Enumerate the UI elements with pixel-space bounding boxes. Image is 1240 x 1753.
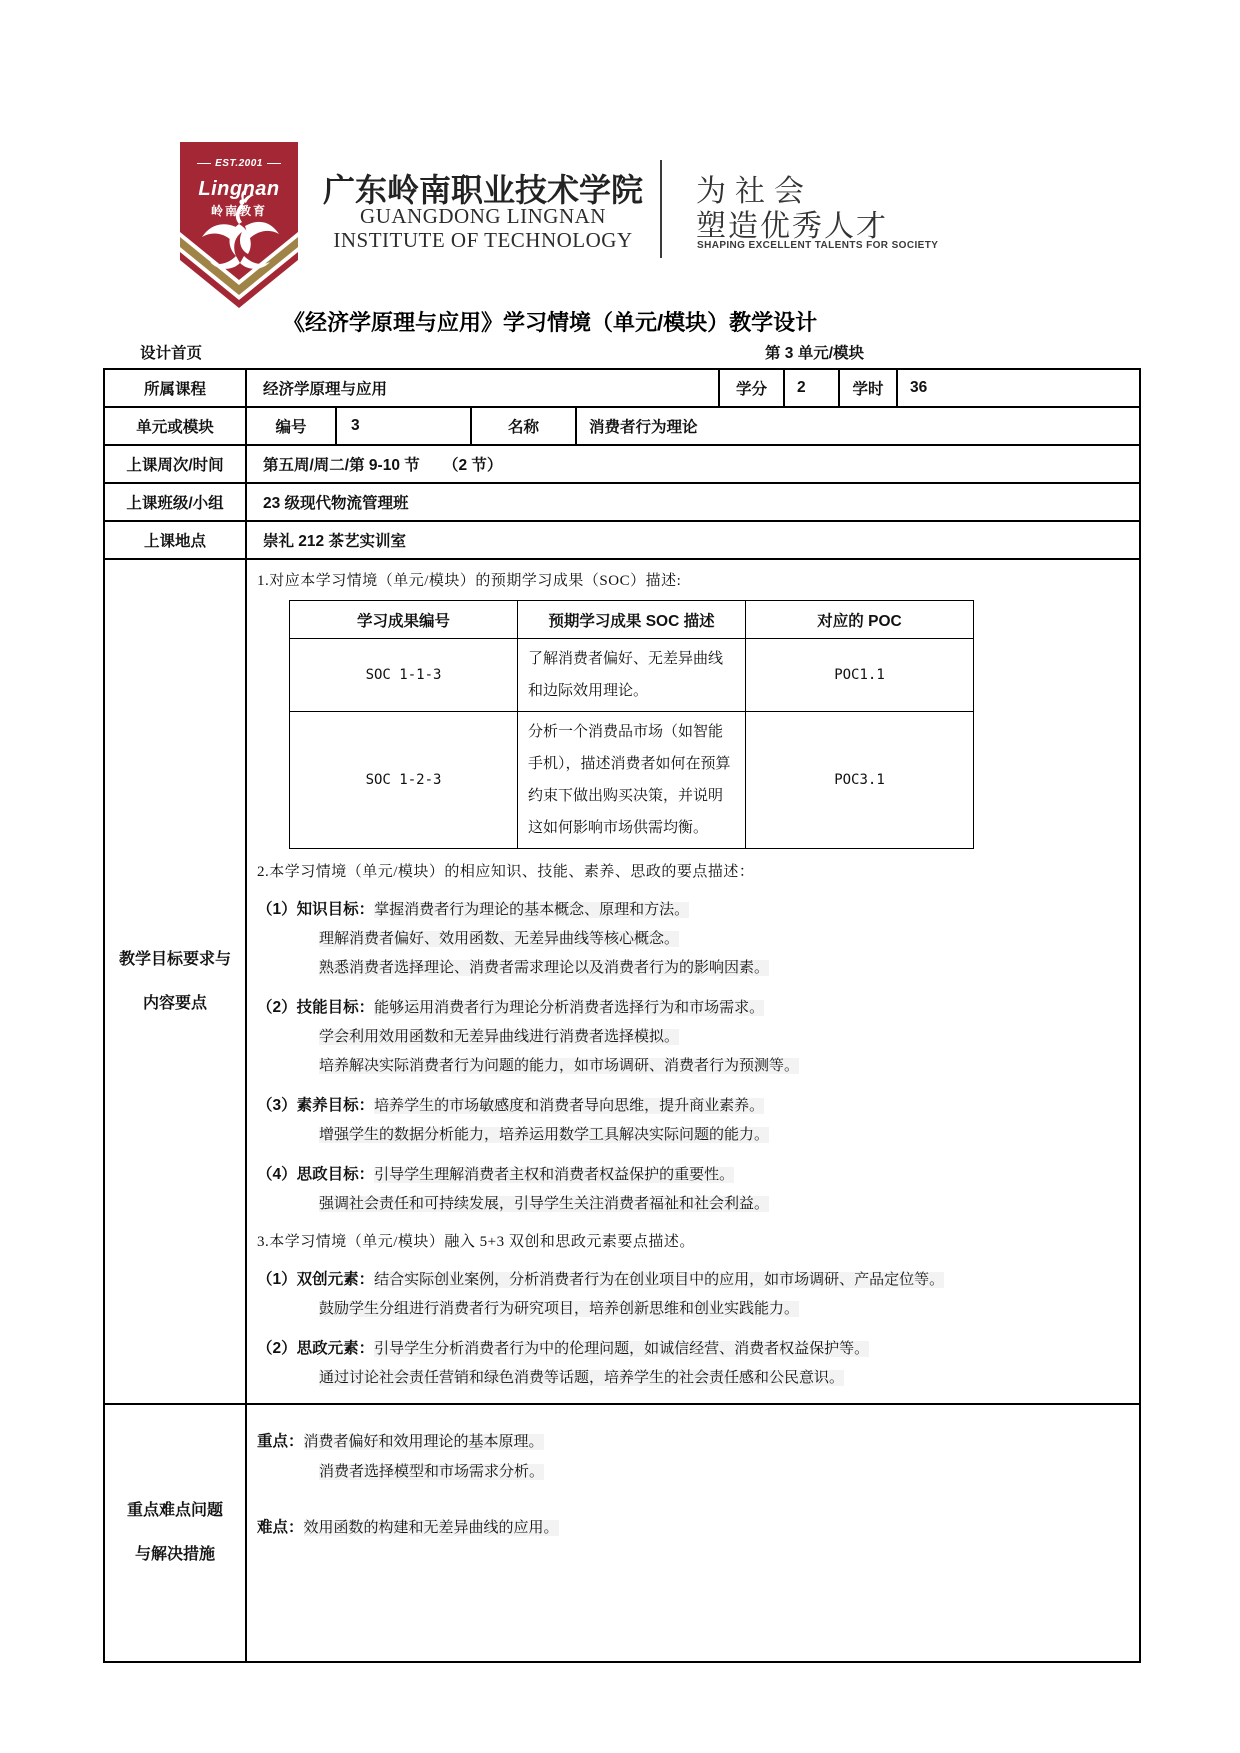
goal-text: 培养学生的市场敏感度和消费者导向思维，提升商业素养。 [374,1098,765,1114]
soc-header-poc: 对应的 POC [746,601,974,639]
goal-skill [257,993,1127,1081]
element-label: （2）思政元素： [257,1340,375,1357]
soc-code: SOC 1-2-3 [290,712,518,849]
element-ideology [257,1334,1127,1393]
week-label: 上课周次/时间 [105,446,247,484]
keypoints-row-label-line1: 重点难点问题 [126,1502,223,1519]
school-name-en-line1: GUANGDONG LINGNAN [360,204,606,228]
soc-table [289,600,974,849]
difficulty-label: 难点： [257,1519,304,1536]
row-unit [105,408,1141,446]
class-value: 23 级现代物流管理班 [247,484,1141,522]
goal-text: 培养解决实际消费者行为问题的能力，如市场调研、消费者行为预测等。 [319,1058,800,1074]
goal-text: 理解消费者偏好、效用函数、无差异曲线等核心概念。 [319,931,680,947]
goal-knowledge [257,895,1127,983]
goal-text: 熟悉消费者选择理论、消费者需求理论以及消费者行为的影响因素。 [319,960,770,976]
row-place [105,522,1141,560]
goal-label: （4）思政目标： [257,1166,375,1183]
soc-poc: POC3.1 [746,712,974,849]
credit-label: 学分 [720,370,785,408]
element-text: 通过讨论社会责任营销和绿色消费等话题，培养学生的社会责任感和公民意识。 [319,1370,845,1386]
course-label: 所属课程 [105,370,247,408]
week-value: 第五周/周二/第 9-10 节 （2 节） [247,446,1141,484]
keypoints-content [247,1405,1141,1663]
row-objectives [105,560,1141,1405]
unit-no-label: 编号 [247,408,337,446]
soc-header-row [290,601,974,639]
soc-row [290,639,974,712]
element-innovation [257,1265,1127,1324]
soc-desc: 分析一个消费品市场（如智能手机），描述消费者如何在预算约束下做出购买决策，并说明这如何影响市场供需均衡。 [518,712,746,849]
keypoint-text: 消费者偏好和效用理论的基本原理。 [303,1434,544,1450]
difficulty-text: 效用函数的构建和无差异曲线的应用。 [303,1520,559,1536]
logo-est-text: EST.2001 [178,158,300,169]
goal-text: 增强学生的数据分析能力，培养运用数学工具解决实际问题的能力。 [319,1127,770,1143]
school-name-cn: 广东岭南职业技术学院 [323,172,644,208]
goal-label: （1）知识目标： [257,901,375,918]
element-text: 结合实际创业案例，分析消费者行为在创业项目中的应用，如市场调研、产品定位等。 [374,1272,945,1288]
goal-text: 能够运用消费者行为理论分析消费者选择行为和市场需求。 [374,1000,765,1016]
logo-brand-text: Lingnan [198,178,280,200]
row-keypoints [105,1405,1141,1663]
element-text: 引导学生分析消费者行为中的伦理问题，如诚信经营、消费者权益保护等。 [374,1341,870,1357]
goals-section-title: 2.本学习情境（单元/模块）的相应知识、技能、素养、思政的要点描述： [257,864,755,880]
goal-text: 强调社会责任和可持续发展，引导学生关注消费者福祉和社会利益。 [319,1196,770,1212]
soc-section-title: 1.对应本学习情境（单元/模块）的预期学习成果（SOC）描述: [257,573,682,589]
goal-text: 学会利用效用函数和无差异曲线进行消费者选择模拟。 [319,1029,680,1045]
soc-poc: POC1.1 [746,639,974,712]
design-table [103,368,1141,1663]
unit-no-value: 3 [337,408,472,446]
unit-name-label: 名称 [472,408,577,446]
keypoint-text: 消费者选择模型和市场需求分析。 [319,1464,545,1480]
goal-text: 掌握消费者行为理论的基本概念、原理和方法。 [374,902,690,918]
logo-brand-sub-text: 岭南教育 [210,204,267,218]
unit-name-value: 消费者行为理论 [577,408,1141,446]
row-week [105,446,1141,484]
keypoint-label: 重点： [257,1433,304,1450]
motto-cn-line2: 塑造优秀人才 [696,210,888,243]
hours-label: 学时 [840,370,898,408]
place-label: 上课地点 [105,522,247,560]
design-front-label: 设计首页 [140,345,203,362]
keypoints-row-label-line2: 与解决措施 [134,1546,215,1563]
goal-ideology [257,1160,1127,1219]
lingnan-logo [178,140,300,316]
row-class [105,484,1141,522]
motto-cn-line1: 为社会 [696,175,813,208]
header-divider [660,160,662,258]
goal-label: （2）技能目标： [257,999,375,1016]
hours-value: 36 [898,370,1141,408]
page-title: 《经济学原理与应用》学习情境（单元/模块）教学设计 [283,310,818,335]
soc-header-desc: 预期学习成果 SOC 描述 [518,601,746,639]
objectives-row-label-line1: 教学目标要求与 [118,950,231,968]
unit-number-label: 第 3 单元/模块 [765,345,865,362]
unit-label: 单元或模块 [105,408,247,446]
objectives-row-label [105,560,247,1405]
soc-code: SOC 1-1-3 [290,639,518,712]
place-value: 崇礼 212 茶艺实训室 [247,522,1141,560]
credit-value: 2 [785,370,840,408]
element-text: 鼓励学生分组进行消费者行为研究项目，培养创新思维和创业实践能力。 [319,1301,800,1317]
motto-en: SHAPING EXCELLENT TALENTS FOR SOCIETY [697,240,939,251]
soc-desc: 了解消费者偏好、无差异曲线和边际效用理论。 [518,639,746,712]
soc-row [290,712,974,849]
course-value: 经济学原理与应用 [247,370,720,408]
goal-quality [257,1091,1127,1150]
school-name-en-line2: INSTITUTE OF TECHNOLOGY [333,228,633,252]
objectives-content [247,560,1141,1405]
elements-section-title: 3.本学习情境（单元/模块）融入 5+3 双创和思政元素要点描述。 [257,1234,695,1250]
soc-header-code: 学习成果编号 [290,601,518,639]
row-course [105,370,1141,408]
class-label: 上课班级/小组 [105,484,247,522]
element-label: （1）双创元素： [257,1271,375,1288]
keypoints-row-label [105,1405,247,1663]
spacer [257,1487,1127,1513]
objectives-row-label-line2: 内容要点 [142,994,207,1012]
goal-text: 引导学生理解消费者主权和消费者权益保护的重要性。 [374,1167,735,1183]
goal-label: （3）素养目标： [257,1097,375,1114]
